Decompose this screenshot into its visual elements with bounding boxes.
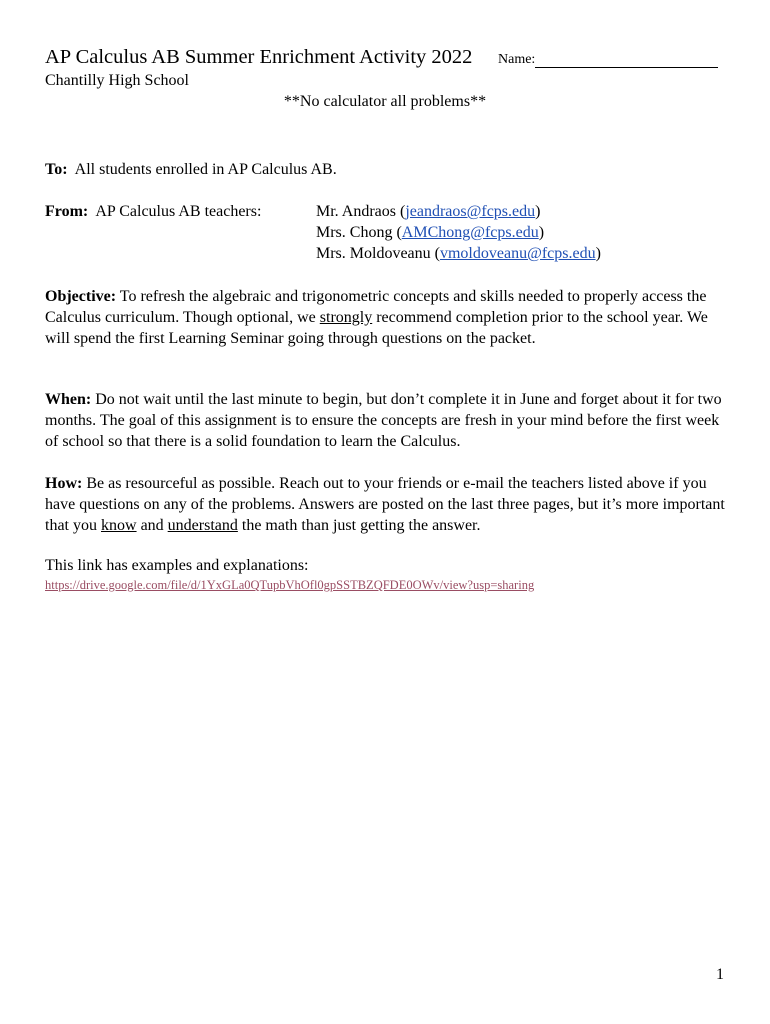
from-label: From: <box>45 203 89 220</box>
when-paragraph: When: Do not wait until the last minute to begin, but don’t complete it in June and forget about it for two months. The goal of this assignment is to ensure the concepts are fresh in your mind before the first week of school so that there is a solid foundation to learn the Calculus. <box>45 391 722 450</box>
from-text: AP Calculus AB teachers: <box>95 203 262 220</box>
teacher-entry: Mrs. Moldoveanu (vmoldoveanu@fcps.edu) <box>316 245 601 262</box>
email-link-chong[interactable]: AMChong@fcps.edu <box>401 224 539 241</box>
no-calculator-note: **No calculator all problems** <box>283 93 487 110</box>
to-line <box>45 161 337 179</box>
name-field[interactable] <box>498 52 718 68</box>
when-label: When: <box>45 391 92 408</box>
how-label: How: <box>45 475 83 492</box>
email-link-moldoveanu[interactable]: vmoldoveanu@fcps.edu <box>439 245 596 262</box>
page-number: 1 <box>716 966 724 983</box>
teacher-entry: Mrs. Chong (AMChong@fcps.edu) <box>316 224 545 241</box>
teacher-entry: Mr. Andraos (jeandraos@fcps.edu) <box>316 203 541 220</box>
name-blank-line[interactable] <box>535 53 718 68</box>
how-paragraph: How: Be as resourceful as possible. Reach out to your friends or e-mail the teachers listed above if you have questions on any of the problems. Answers are posted on the last three pages, but it’s more important that you know and understand the math than just getting the answer. <box>45 475 725 534</box>
emphasis-know: know <box>101 516 137 534</box>
emphasis-strongly: strongly <box>319 308 373 326</box>
school-name: Chantilly High School <box>45 72 189 89</box>
emphasis-understand: understand <box>167 516 238 534</box>
objective-label: Objective: <box>45 288 117 305</box>
to-text: All students enrolled in AP Calculus AB. <box>74 161 337 178</box>
to-label: To: <box>45 161 68 178</box>
document-title: AP Calculus AB Summer Enrichment Activity 2022 <box>45 46 473 68</box>
drive-link[interactable]: https://drive.google.com/file/d/1YxGLa0QTupbVhOfl0gpSSTBZQFDE0OWv/view?usp=sharing <box>45 578 535 592</box>
name-label: Name: <box>498 52 536 67</box>
from-line <box>45 203 261 221</box>
objective-paragraph: Objective: To refresh the algebraic and trigonometric concepts and skills needed to properly access the Calculus curriculum. Though optional, we strongly recommend completion prior to the school year. We will spend the first Learning Seminar going through questions on the packet. <box>45 288 708 347</box>
email-link-andraos[interactable]: jeandraos@fcps.edu <box>405 203 536 220</box>
resources-intro: This link has examples and explanations: <box>45 557 309 574</box>
